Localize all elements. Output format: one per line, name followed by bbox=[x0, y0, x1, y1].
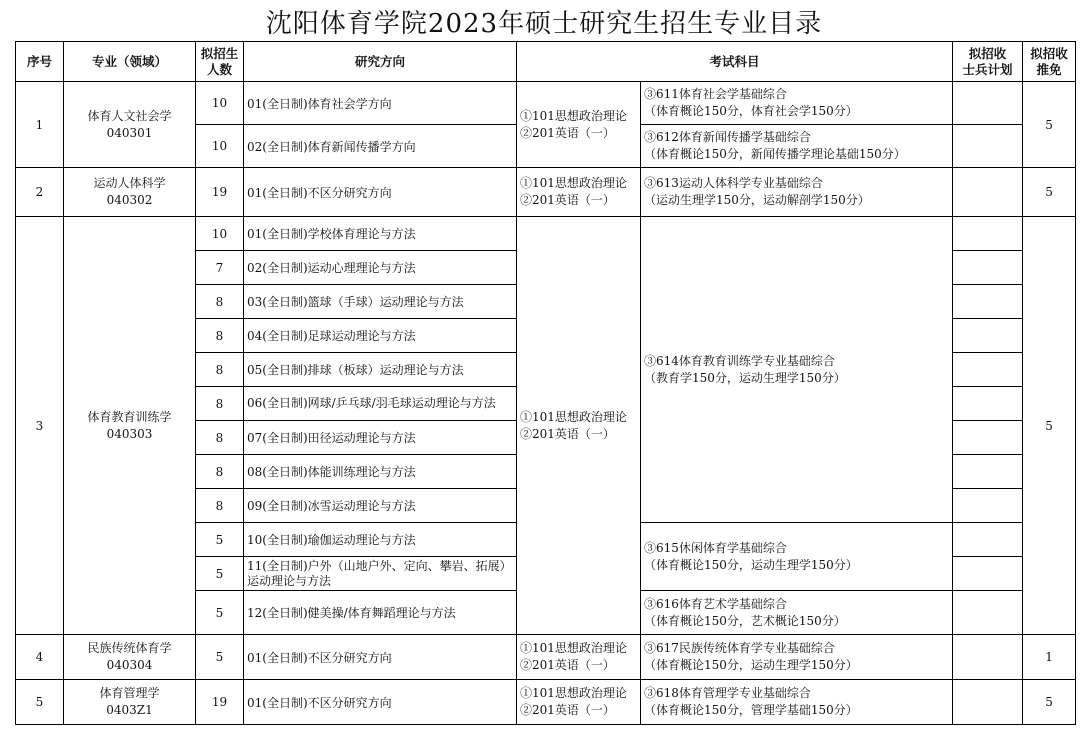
soldier-cell bbox=[953, 680, 1023, 725]
page-title: 沈阳体育学院2023年硕士研究生招生专业目录 bbox=[265, 9, 823, 39]
major-cell bbox=[64, 680, 196, 725]
table-row bbox=[16, 635, 1076, 680]
subject-cell bbox=[641, 680, 953, 725]
header-exempt-line1: 拟招收 bbox=[1030, 45, 1068, 61]
header-soldier bbox=[953, 42, 1023, 82]
soldier-cell bbox=[953, 455, 1023, 489]
major-cell bbox=[64, 217, 196, 635]
direction-cell: 12(全日制)健美操/体育舞蹈理论与方法 bbox=[244, 591, 517, 635]
exempt-cell: 5 bbox=[1023, 82, 1076, 168]
subject-politics: ①101思想政治理论 bbox=[520, 641, 627, 655]
subject-name: ③615休闲体育学基础综合 bbox=[644, 540, 787, 555]
quota-cell: 8 bbox=[196, 387, 244, 421]
subject-name: ③614体育教育训练学专业基础综合 bbox=[644, 353, 835, 368]
seq-cell: 5 bbox=[16, 680, 64, 725]
major-code: 0403Z1 bbox=[106, 703, 153, 717]
header-major: 专业（领域） bbox=[64, 42, 196, 82]
direction-cell: 10(全日制)瑜伽运动理论与方法 bbox=[244, 523, 517, 557]
header-exam: 考试科目 bbox=[517, 42, 953, 82]
subject-english: ②201英语（一） bbox=[520, 426, 615, 441]
subject-cell bbox=[641, 82, 953, 125]
catalog-table bbox=[15, 41, 1076, 725]
subject-detail: （体育概论150分，艺术概论150分） bbox=[644, 613, 846, 628]
table-row bbox=[16, 680, 1076, 725]
soldier-cell bbox=[953, 557, 1023, 591]
header-quota bbox=[196, 42, 244, 82]
quota-cell: 10 bbox=[196, 125, 244, 168]
direction-cell: 04(全日制)足球运动理论与方法 bbox=[244, 319, 517, 353]
table-row bbox=[16, 217, 1076, 251]
direction-cell: 05(全日制)排球（板球）运动理论与方法 bbox=[244, 353, 517, 387]
direction-cell: 03(全日制)篮球（手球）运动理论与方法 bbox=[244, 285, 517, 319]
quota-cell: 8 bbox=[196, 421, 244, 455]
header-seq: 序号 bbox=[16, 42, 64, 82]
soldier-cell bbox=[953, 635, 1023, 680]
major-name: 体育人文社会学 bbox=[87, 108, 172, 123]
major-name: 运动人体科学 bbox=[93, 176, 166, 190]
subject-name: ③617民族传统体育学专业基础综合 bbox=[644, 641, 835, 655]
direction-cell: 01(全日制)体育社会学方向 bbox=[244, 82, 517, 125]
major-name: 体育教育训练学 bbox=[87, 409, 172, 424]
seq-cell: 4 bbox=[16, 635, 64, 680]
table-row bbox=[16, 168, 1076, 217]
subject-english: ②201英语（一） bbox=[520, 703, 615, 717]
subject-politics: ①101思想政治理论 bbox=[520, 176, 627, 190]
seq-cell: 2 bbox=[16, 168, 64, 217]
soldier-cell bbox=[953, 217, 1023, 251]
soldier-cell bbox=[953, 319, 1023, 353]
major-cell bbox=[64, 635, 196, 680]
header-row bbox=[16, 42, 1076, 82]
soldier-cell bbox=[953, 489, 1023, 523]
exempt-cell: 5 bbox=[1023, 680, 1076, 725]
header-exempt bbox=[1023, 42, 1076, 82]
soldier-cell bbox=[953, 421, 1023, 455]
quota-cell: 8 bbox=[196, 285, 244, 319]
subject-cell bbox=[641, 217, 953, 523]
subject-politics: ①101思想政治理论 bbox=[520, 686, 627, 700]
soldier-cell bbox=[953, 251, 1023, 285]
subject-english: ②201英语（一） bbox=[520, 125, 615, 140]
subject-english: ②201英语（一） bbox=[520, 658, 615, 672]
direction-cell: 08(全日制)体能训练理论与方法 bbox=[244, 455, 517, 489]
subject-politics: ①101思想政治理论 bbox=[520, 108, 627, 123]
major-name: 体育管理学 bbox=[99, 686, 160, 700]
common-subjects-cell bbox=[517, 168, 641, 217]
major-code: 040301 bbox=[106, 125, 153, 140]
header-quota-line2: 人数 bbox=[206, 61, 232, 77]
soldier-cell bbox=[953, 168, 1023, 217]
quota-cell: 5 bbox=[196, 635, 244, 680]
common-subjects-cell bbox=[517, 635, 641, 680]
header-direction: 研究方向 bbox=[244, 42, 517, 82]
subject-name: ③612体育新闻传播学基础综合 bbox=[644, 130, 811, 144]
subject-cell bbox=[641, 591, 953, 635]
seq-cell: 3 bbox=[16, 217, 64, 635]
subject-cell bbox=[641, 523, 953, 591]
soldier-cell bbox=[953, 82, 1023, 125]
subject-detail: （体育概论150分，运动生理学150分） bbox=[644, 658, 858, 672]
quota-cell: 19 bbox=[196, 168, 244, 217]
soldier-cell bbox=[953, 125, 1023, 168]
exempt-cell: 5 bbox=[1023, 217, 1076, 635]
direction-cell: 06(全日制)网球/乒乓球/羽毛球运动理论与方法 bbox=[244, 387, 517, 421]
subject-cell bbox=[641, 635, 953, 680]
subject-english: ②201英语（一） bbox=[520, 193, 615, 207]
subject-cell bbox=[641, 168, 953, 217]
quota-cell: 5 bbox=[196, 557, 244, 591]
common-subjects-cell bbox=[517, 680, 641, 725]
exempt-cell: 1 bbox=[1023, 635, 1076, 680]
quota-cell: 8 bbox=[196, 353, 244, 387]
major-cell bbox=[64, 82, 196, 168]
subject-name: ③618体育管理学专业基础综合 bbox=[644, 686, 811, 700]
table-row bbox=[16, 82, 1076, 125]
soldier-cell bbox=[953, 523, 1023, 557]
quota-cell: 10 bbox=[196, 217, 244, 251]
exempt-cell: 5 bbox=[1023, 168, 1076, 217]
subject-name: ③613运动人体科学专业基础综合 bbox=[644, 176, 823, 190]
direction-cell: 01(全日制)不区分研究方向 bbox=[244, 168, 517, 217]
major-cell bbox=[64, 168, 196, 217]
subject-detail: （体育概论150分，管理学基础150分） bbox=[644, 703, 858, 717]
soldier-cell bbox=[953, 591, 1023, 635]
header-soldier-line1: 拟招收 bbox=[968, 45, 1007, 61]
quota-cell: 19 bbox=[196, 680, 244, 725]
subject-detail: （运动生理学150分，运动解剖学150分） bbox=[644, 193, 870, 207]
major-code: 040304 bbox=[106, 658, 153, 672]
direction-cell: 07(全日制)田径运动理论与方法 bbox=[244, 421, 517, 455]
direction-cell: 11(全日制)户外（山地户外、定向、攀岩、拓展）运动理论与方法 bbox=[244, 557, 517, 591]
subject-name: ③616体育艺术学基础综合 bbox=[644, 596, 787, 611]
common-subjects-cell bbox=[517, 217, 641, 635]
subject-cell bbox=[641, 125, 953, 168]
direction-cell: 01(全日制)不区分研究方向 bbox=[244, 635, 517, 680]
direction-cell: 02(全日制)运动心理理论与方法 bbox=[244, 251, 517, 285]
direction-cell: 02(全日制)体育新闻传播学方向 bbox=[244, 125, 517, 168]
common-subjects-cell bbox=[517, 82, 641, 168]
subject-detail: （体育概论150分，运动生理学150分） bbox=[644, 557, 858, 572]
quota-cell: 8 bbox=[196, 489, 244, 523]
major-code: 040302 bbox=[106, 193, 153, 207]
header-exempt-line2: 推免 bbox=[1036, 61, 1062, 77]
soldier-cell bbox=[953, 387, 1023, 421]
quota-cell: 8 bbox=[196, 319, 244, 353]
major-code: 040303 bbox=[106, 426, 153, 441]
quota-cell: 7 bbox=[196, 251, 244, 285]
header-quota-line1: 拟招生 bbox=[200, 45, 239, 61]
subject-detail: （教育学150分，运动生理学150分） bbox=[644, 370, 846, 385]
soldier-cell bbox=[953, 285, 1023, 319]
seq-cell: 1 bbox=[16, 82, 64, 168]
subject-name: ③611体育社会学基础综合 bbox=[644, 87, 787, 101]
quota-cell: 5 bbox=[196, 591, 244, 635]
subject-politics: ①101思想政治理论 bbox=[520, 409, 627, 424]
subject-detail: （体育概论150分，新闻传播学理论基础150分） bbox=[644, 147, 906, 161]
quota-cell: 5 bbox=[196, 523, 244, 557]
header-soldier-line2: 士兵计划 bbox=[962, 61, 1013, 77]
major-name: 民族传统体育学 bbox=[87, 641, 172, 655]
direction-cell: 01(全日制)学校体育理论与方法 bbox=[244, 217, 517, 251]
direction-cell: 01(全日制)不区分研究方向 bbox=[244, 680, 517, 725]
quota-cell: 10 bbox=[196, 82, 244, 125]
subject-detail: （体育概论150分，体育社会学150分） bbox=[644, 104, 858, 118]
soldier-cell bbox=[953, 353, 1023, 387]
direction-cell: 09(全日制)冰雪运动理论与方法 bbox=[244, 489, 517, 523]
quota-cell: 8 bbox=[196, 455, 244, 489]
